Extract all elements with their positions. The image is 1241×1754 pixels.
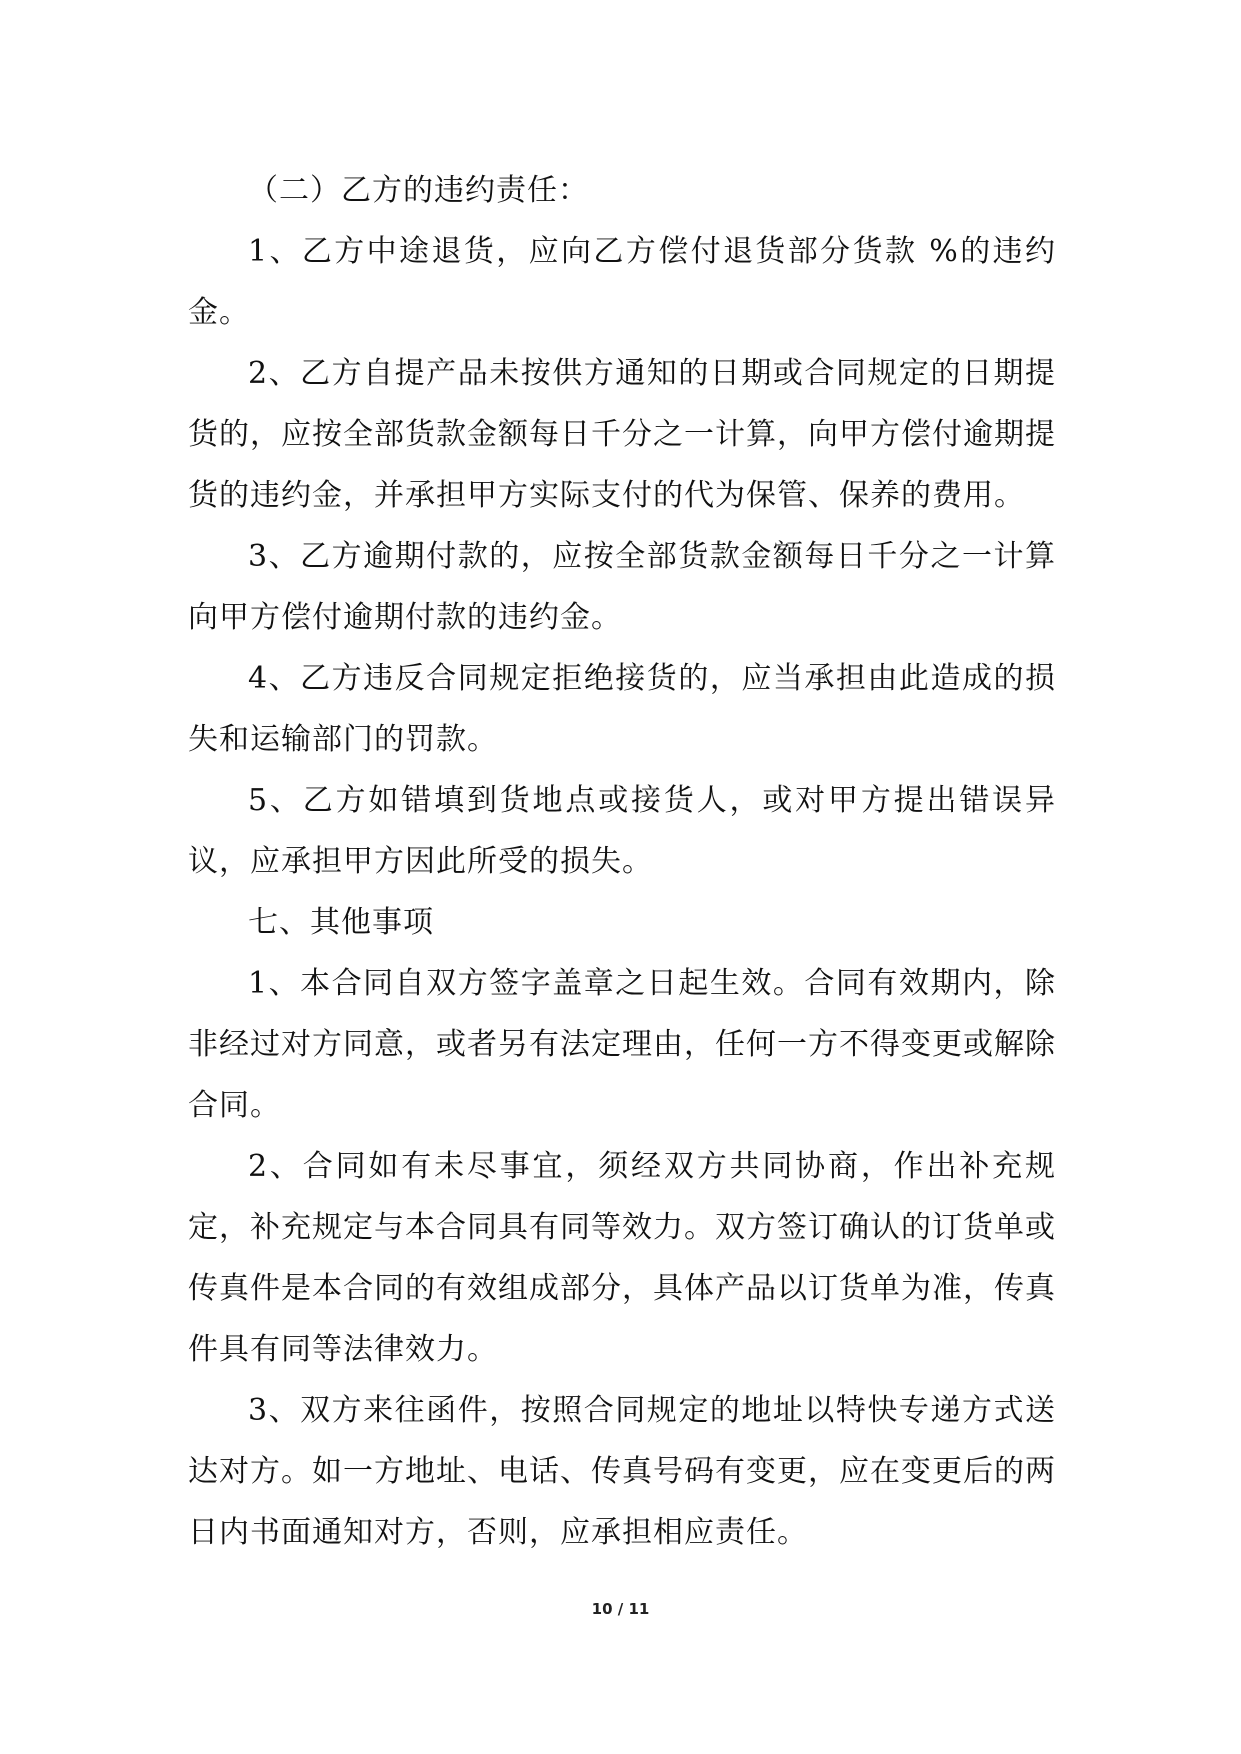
breach-item-4: 4、乙方违反合同规定拒绝接货的，应当承担由此造成的损失和运输部门的罚款。	[188, 661, 1056, 757]
other-item-2: 2、合同如有未尽事宜，须经双方共同协商，作出补充规定，补充规定与本合同具有同等效力。双方签订确认的订货单或传真件是本合同的有效组成部分，具体产品以订货单为准，传真件具有同等法律效力。	[188, 1149, 1056, 1367]
breach-item-3: 3、乙方逾期付款的，应按全部货款金额每日千分之一计算向甲方偿付逾期付款的违约金。	[188, 539, 1056, 635]
document-body	[188, 160, 1056, 1563]
other-item-3: 3、双方来往函件，按照合同规定的地址以特快专递方式送达对方。如一方地址、电话、传真号码有变更，应在变更后的两日内书面通知对方，否则，应承担相应责任。	[188, 1393, 1056, 1550]
section-heading-other-matters: 七、其他事项	[248, 905, 434, 940]
other-item-1: 1、本合同自双方签字盖章之日起生效。合同有效期内，除非经过对方同意，或者另有法定理由，任何一方不得变更或解除合同。	[188, 966, 1056, 1123]
section-heading-party-b-breach: （二）乙方的违约责任：	[248, 173, 589, 208]
page-number: 10 / 11	[591, 1600, 650, 1618]
breach-item-2: 2、乙方自提产品未按供方通知的日期或合同规定的日期提货的，应按全部货款金额每日千分之一计算，向甲方偿付逾期提货的违约金，并承担甲方实际支付的代为保管、保养的费用。	[188, 356, 1056, 513]
breach-item-5: 5、乙方如错填到货地点或接货人，或对甲方提出错误异议，应承担甲方因此所受的损失。	[188, 783, 1056, 879]
breach-item-1: 1、乙方中途退货，应向乙方偿付退货部分货款 %的违约金。	[188, 234, 1056, 330]
